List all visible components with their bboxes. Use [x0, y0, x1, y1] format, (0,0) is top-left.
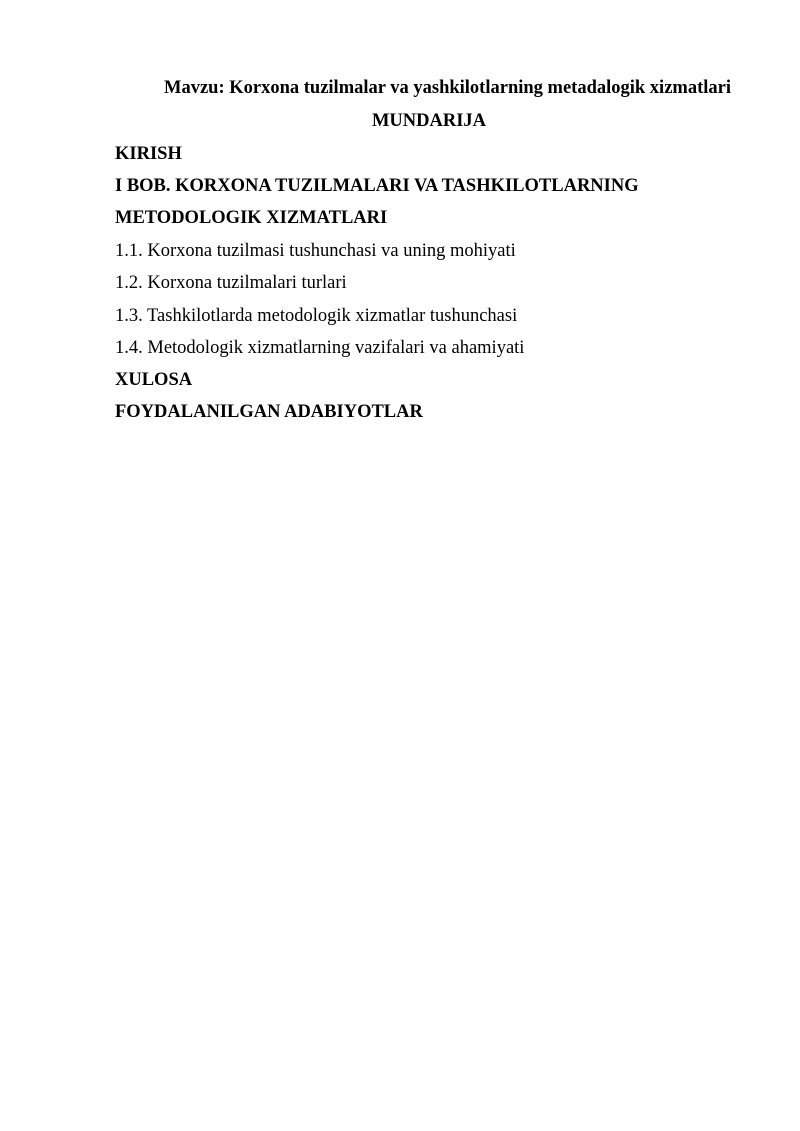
topic-heading: Mavzu: Korxona tuzilmalar va yashkilotlarning metadalogik xizmatlari — [164, 78, 731, 98]
toc-entry-1-2: 1.2. Korxona tuzilmalari turlari — [115, 273, 347, 293]
toc-entry-1-1: 1.1. Korxona tuzilmasi tushunchasi va uning mohiyati — [115, 241, 516, 261]
toc-entry-chapter-1: I BOB. KORXONA TUZILMALARI VA TASHKILOTLARNING — [115, 176, 639, 196]
toc-entry-chapter-1-cont: METODOLOGIK XIZMATLARI — [115, 208, 388, 228]
toc-title: MUNDARIJA — [371, 111, 487, 131]
toc-entry-kirish: KIRISH — [115, 144, 182, 164]
toc-entry-1-4: 1.4. Metodologik xizmatlarning vazifalari va ahamiyati — [115, 338, 525, 358]
toc-entry-references: FOYDALANILGAN ADABIYOTLAR — [115, 402, 423, 422]
toc-entry-1-3: 1.3. Tashkilotlarda metodologik xizmatlar tushunchasi — [115, 306, 518, 326]
toc-entry-xulosa: XULOSA — [115, 370, 193, 390]
